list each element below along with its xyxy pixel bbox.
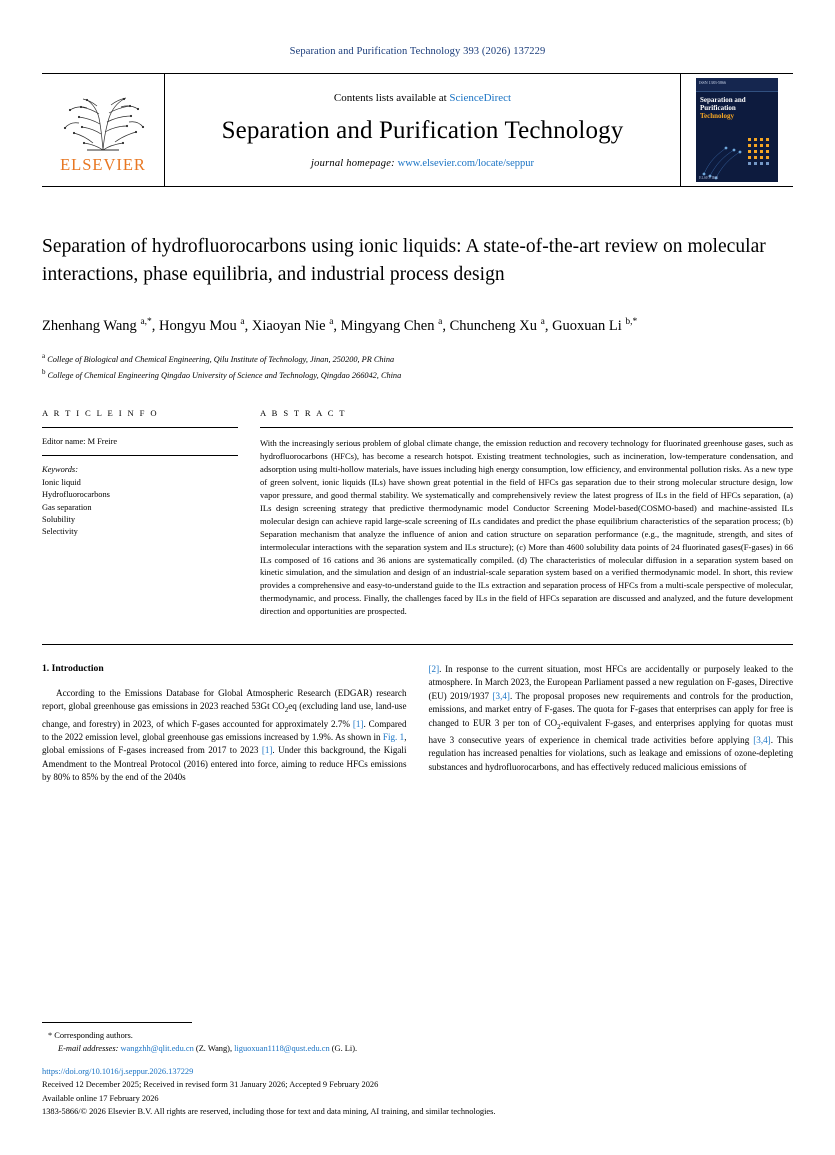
homepage-line — [311, 158, 534, 169]
section-title-introduction: 1. Introduction — [42, 663, 104, 675]
keyword-item: Gas separation — [42, 502, 92, 512]
copyright-line: 1383-5866/© 2026 Elsevier B.V. All rights are reserved, including those for text and data mining, AI training, and similar technologies. — [42, 1107, 496, 1117]
elsevier-tree-icon — [57, 88, 149, 154]
cover-image — [696, 78, 778, 182]
title-block — [42, 233, 793, 382]
email-link-2[interactable]: liguoxuan1118@qust.edu.cn — [234, 1044, 330, 1054]
publisher-name: ELSEVIER — [60, 154, 146, 174]
body-column-right — [429, 663, 794, 785]
body-columns — [42, 663, 793, 785]
publisher-logo — [42, 74, 164, 186]
page-title: Separation of hydrofluorocarbons using ionic liquids: A state-of-the-art review on molecular interactions, phase equilibria, and industrial process design — [42, 236, 766, 285]
body-column-left — [42, 663, 407, 785]
contents-prefix: Contents lists available at — [333, 91, 450, 104]
sciencedirect-link[interactable]: ScienceDirect — [449, 91, 512, 104]
available-online-line: Available online 17 February 2026 — [42, 1093, 159, 1103]
running-head: Separation and Purification Technology 393 (2026) 137229 — [289, 46, 546, 57]
corresponding-note: * Corresponding authors. — [48, 1031, 133, 1041]
cover-title-line1: Separation and — [700, 96, 746, 104]
email-owner-2: (G. Li). — [331, 1044, 358, 1054]
masthead-center — [164, 74, 681, 186]
cover-footer-note: ELSEVIER — [699, 175, 718, 180]
cover-title — [696, 92, 778, 120]
intro-paragraph-right: [2]. In response to the current situation, most HFCs are accidentally or purposely leaked to the atmosphere. In March 2023, the European Parliament passed a new regulation on F-gases, Directive (EU) 2019/1937 [3,4]. The proposal proposes new requirements and controls for the production, emissions, and market entry of F-gases. The quota for F-gases that enterprises can apply for free is changed to EUR 3 per ton of $CO_2$-equivalent F-gases, and enterprises applying for quotas must have 3 consecutive years of experience in chemical trade activities before applying [3,4]. This regulation has increased penalties for violations, such as leakage and emissions of ozone-depleting substances and hydrofluorocarbons, and has effectively reduced malicious emissions of — [428, 664, 793, 772]
homepage-link[interactable]: www.elsevier.com/locate/seppur — [397, 157, 534, 169]
journal-masthead — [42, 73, 793, 187]
journal-cover-thumb — [681, 74, 793, 186]
article-info-heading: A R T I C L E I N F O — [42, 408, 159, 419]
doi-link[interactable]: https://doi.org/10.1016/j.seppur.2026.137229 — [42, 1066, 194, 1076]
cover-title-line2: Purification — [700, 104, 736, 112]
info-abstract-section — [42, 408, 793, 618]
author-list: Zhenhang Wang $^{a,*}$, Hongyu Mou $^a$, Xiaoyan Nie $^a$, Mingyang Chen $^a$, Chuncheng Xu $^a$, Guoxuan Li $^{b,*}$ — [42, 317, 638, 334]
affiliation-a-text: College of Biological and Chemical Engineering, Qilu Institute of Technology, Jinan, 250200, PR China — [47, 354, 395, 364]
abstract-text: With the increasingly serious problem of global climate change, the emission reduction and recovery technology for fluorinated greenhouse gases, such as hydrofluorocarbons (HFCs), has become a research hotspot. Existing treatment technologies, such as incineration, low-temperature condensation, and adsorption using multi-hollow materials, have issues including high energy consumption, low efficiency, and environmental pollution risks. As a new type of green solvent, ionic liquids (ILs) have shown great potential in the field of HFCs gas separation due to their strong molecular structure design, low vapor pressure, and good thermal stability. We systematically and comprehensively review the latest progress of ILs in the field of HFCs separation, (a) ILs design screening strategy that predictive thermodynamic model Conductor Screening Model-based(COSMO-based) and machine-assisted ILs molecular design can achieve rapid large-scale screening of ILs candidates and predict the phase equilibrium characteristics of the separation process; (b) Separation mechanism that analyze the influence of anion and cation structure on separation performance (e.g., the magnitude, strength, and sites of intermolecular interactions with the separation system and ILs structure); (c) More than 4600 solubility data points of 24 fluorinated gases(F-gases) in 66 ILs composed of 16 cations and 36 anions are systematically compiled. (d) The characteristics of molecular diffusion in a separation system based on kinetic simulation, and the simulation and design of an industrial-scale separation system based on a verified thermodynamic model. In short, this review provides a comprehensive and easy-to-understand guide to the ILs extraction and separation process of HFCs from a multi-scale perspective of molecular, thermodynamic, and process. Finally, the challenges faced by ILs in the field of HFCs separation are discussed and analyzed, and the future development direction and opportunities are prospected. — [260, 438, 793, 617]
keyword-item: Solubility — [42, 514, 76, 524]
affiliations — [42, 350, 793, 383]
cover-title-line3: Technology — [700, 112, 734, 120]
contents-line — [334, 92, 511, 104]
body-separator — [42, 644, 793, 645]
email-owner-1: (Z. Wang), — [195, 1044, 233, 1054]
affiliation-a: $^a$ College of Biological and Chemical Engineering, Qilu Institute of Technology, Jinan, 250200, PR China — [42, 351, 395, 364]
affiliation-b: $^b$ College of Chemical Engineering Qingdao University of Science and Technology, Qingdao 266042, China — [42, 368, 402, 380]
article-info-column — [42, 408, 238, 618]
keyword-item: Selectivity — [42, 527, 78, 537]
affiliation-b-text: College of Chemical Engineering Qingdao University of Science and Technology, Qingdao 266042, China — [47, 370, 402, 380]
email-line — [58, 1043, 793, 1056]
cover-artwork — [696, 124, 778, 182]
email-link-1[interactable]: wangzhh@qlit.edu.cn — [120, 1044, 194, 1054]
cover-top-note: ISSN 1383-5866 — [696, 78, 778, 92]
homepage-label: journal homepage: — [311, 157, 398, 169]
footer-rule — [42, 1022, 192, 1023]
keywords-title: Keywords: — [42, 465, 78, 475]
keywords-block — [42, 456, 238, 538]
email-label: E-mail addresses: — [58, 1044, 119, 1054]
abstract-column — [260, 408, 793, 618]
keyword-item: Hydrofluorocarbons — [42, 490, 110, 500]
intro-paragraph-left: According to the Emissions Database for Global Atmospheric Research (EDGAR) research report, global greenhouse gas emissions in 2023 reached 53Gt $CO_2eq$ (excluding land use, land-use change, and forestry) in 2023, of which F-gases accounted for approximately 2.7% [1]. Compared to the 2022 emission level, global greenhouse gas emissions increased by 1.9%. As shown in Fig. 1, global emissions of F-gases increased from 2017 to 2023 [1]. Under this background, the Kigali Amendment to the Montreal Protocol (2016) entered into force, aiming to reduce HFCs emissions by 80% to 85% by the end of the 2040s — [42, 688, 407, 783]
journal-title: Separation and Purification Technology — [221, 116, 624, 144]
keyword-item: Ionic liquid — [42, 477, 81, 487]
abstract-heading: A B S T R A C T — [260, 408, 347, 419]
page-footer — [42, 1022, 793, 1119]
editor-name: Editor name: M Freire — [42, 437, 118, 447]
history-line: Received 12 December 2025; Received in revised form 31 January 2026; Accepted 9 February 2026 — [42, 1080, 379, 1090]
